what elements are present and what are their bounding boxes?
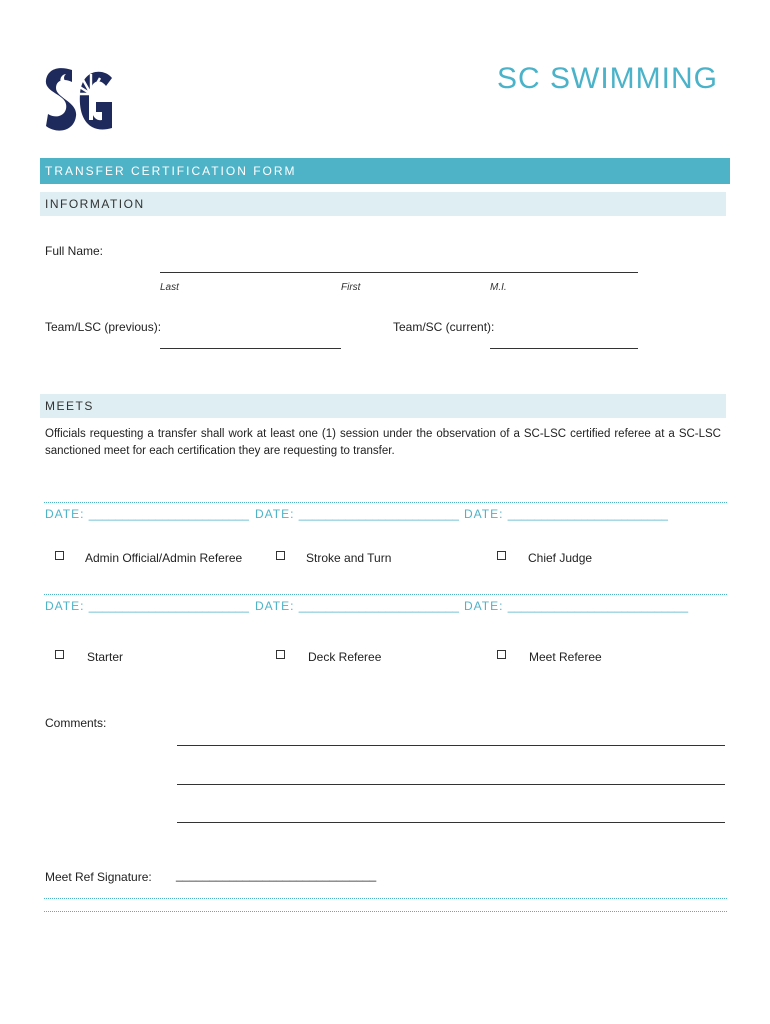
comments-line-1[interactable] <box>177 745 725 746</box>
team-current-label: Team/SC (current): <box>393 320 495 334</box>
name-mi-caption: M.I. <box>490 282 507 293</box>
comments-label: Comments: <box>45 716 107 730</box>
date-field-6[interactable]: DATE: ___________________________ <box>464 599 688 613</box>
team-current-field[interactable] <box>490 348 638 349</box>
full-name-label: Full Name: <box>45 244 104 258</box>
signature-label: Meet Ref Signature: <box>45 870 152 884</box>
divider <box>44 911 727 912</box>
full-name-field[interactable] <box>160 272 638 273</box>
signature-field[interactable]: ______________________________ <box>176 868 377 882</box>
team-previous-label: Team/LSC (previous): <box>45 320 162 334</box>
date-field-4[interactable]: DATE: ________________________ <box>45 599 249 613</box>
date-field-5[interactable]: DATE: ________________________ <box>255 599 459 613</box>
form-title-bar: TRANSFER CERTIFICATION FORM <box>40 158 730 184</box>
divider <box>44 502 727 503</box>
option-label: Starter <box>87 650 124 664</box>
meets-instructions: Officials requesting a transfer shall work at least one (1) session under the observation of a SC-LSC certified referee at a SC-LSC sanctioned meet for each certification they are requesting to transfer. <box>45 428 721 457</box>
option-label: Chief Judge <box>528 551 593 565</box>
team-previous-field[interactable] <box>160 348 341 349</box>
comments-line-2[interactable] <box>177 784 725 785</box>
option-label: Stroke and Turn <box>306 551 392 565</box>
checkbox-chief-judge[interactable] <box>497 551 506 560</box>
date-field-2[interactable]: DATE: ________________________ <box>255 507 459 521</box>
comments-line-3[interactable] <box>177 822 725 823</box>
section-header-information: INFORMATION <box>40 192 726 216</box>
checkbox-meet-referee[interactable] <box>497 650 506 659</box>
sc-logo <box>42 64 114 138</box>
option-label: Deck Referee <box>308 650 382 664</box>
checkbox-admin-official[interactable] <box>55 551 64 560</box>
option-label: Meet Referee <box>529 650 602 664</box>
checkbox-stroke-and-turn[interactable] <box>276 551 285 560</box>
option-label: Admin Official/Admin Referee <box>85 551 243 565</box>
date-field-3[interactable]: DATE: ________________________ <box>464 507 668 521</box>
checkbox-starter[interactable] <box>55 650 64 659</box>
divider <box>44 594 727 595</box>
name-first-caption: First <box>341 282 361 293</box>
palmetto-logo-icon <box>42 64 114 138</box>
divider <box>44 898 727 899</box>
name-last-caption: Last <box>160 282 179 293</box>
section-header-meets: MEETS <box>40 394 726 418</box>
brand-title: SC SWIMMING <box>497 62 718 95</box>
date-field-1[interactable]: DATE: ________________________ <box>45 507 249 521</box>
checkbox-deck-referee[interactable] <box>276 650 285 659</box>
